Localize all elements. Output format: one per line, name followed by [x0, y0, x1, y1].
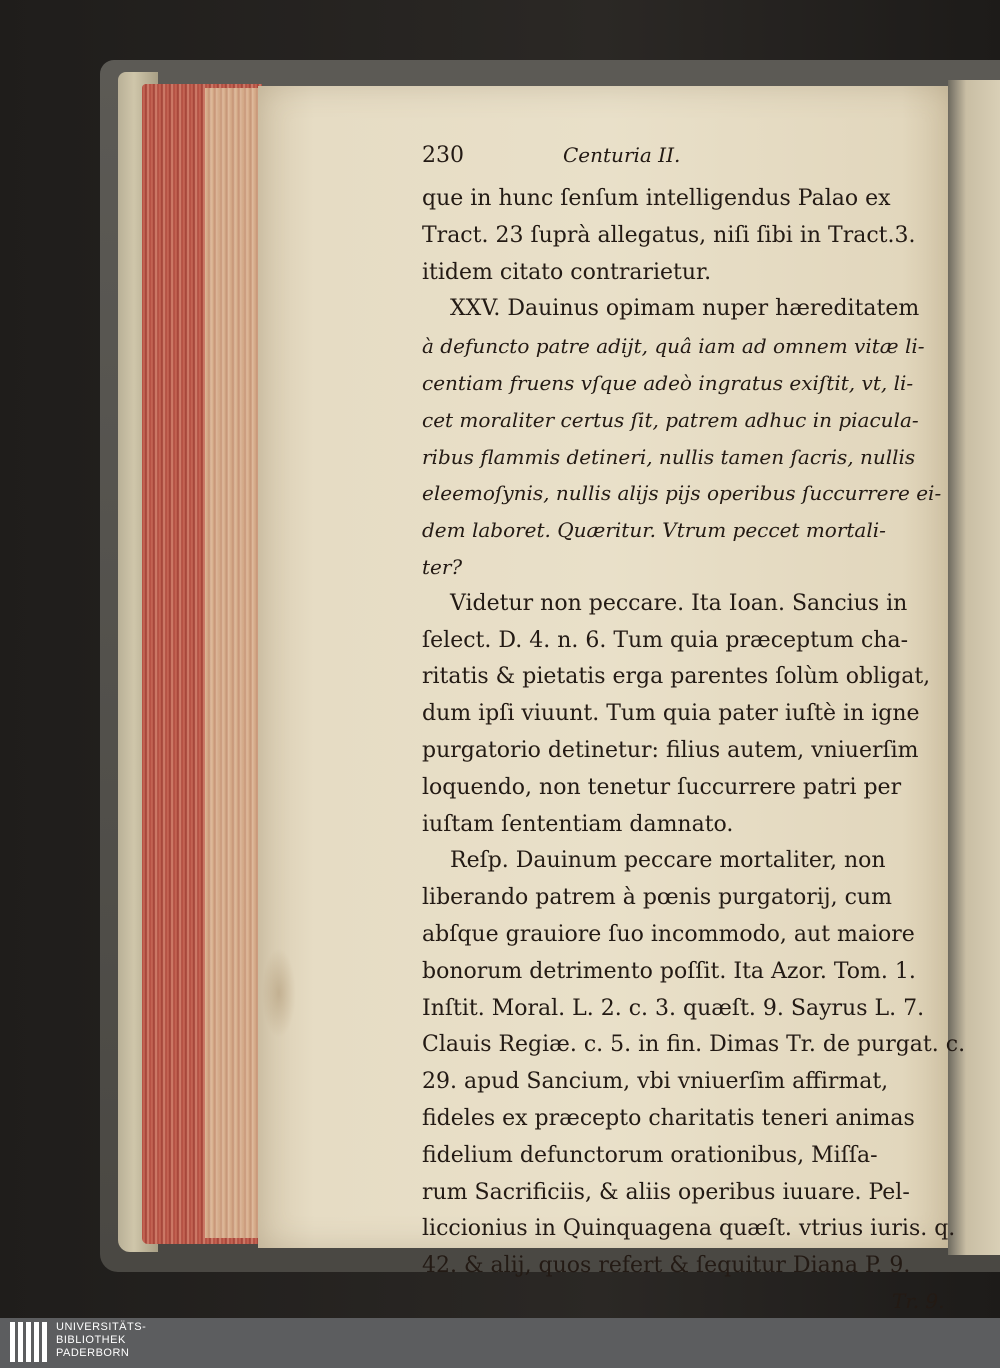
text-line: 42. & alij, quos refert & ſequitur Diana P. 9. — [422, 1253, 911, 1279]
text-line: liberando patrem à pœnis purgatorij, cum — [422, 885, 892, 911]
text-line: XXV. Dauinus opimam nuper hæreditatem — [450, 296, 920, 322]
text-line: loquendo, non tenetur ſuccurrere patri per — [422, 774, 902, 800]
facing-page-gutter — [948, 80, 1000, 1255]
text-line: dum ipſi viuunt. Tum quia pater iuſtè in igne — [422, 701, 920, 727]
text-line: 29. apud Sancium, vbi vniuerſim affirmat, — [422, 1069, 889, 1095]
text-line: que in hunc ſenſum intelligendus Palao ex — [422, 186, 891, 211]
text-line: ſelect. D. 4. n. 6. Tum quia præceptum cha- — [422, 627, 909, 653]
text-line: ritatis & pietatis erga parentes ſolùm obligat, — [422, 664, 931, 690]
page-stain — [262, 948, 296, 1038]
text-line: rum Sacrificiis, & aliis operibus iuuare. Pel- — [422, 1179, 910, 1205]
text-line: Clauis Regiæ. c. 5. in fin. Dimas Tr. de purgat. c. — [422, 1032, 966, 1058]
running-title: Centuria II. — [563, 143, 681, 167]
page-header — [422, 140, 680, 171]
text-line: à defuncto patre adijt, quâ iam ad omnem vitæ li- — [422, 334, 925, 359]
text-line: abſque grauiore ſuo incommodo, aut maiore — [422, 922, 915, 947]
library-logo-text: UNIVERSITÄTS- BIBLIOTHEK PADERBORN — [56, 1321, 147, 1359]
page-number: 230 — [422, 143, 464, 168]
text-line: Reſp. Dauinum peccare mortaliter, non — [450, 848, 886, 874]
page-block-edges — [205, 88, 263, 1238]
text-line: fidelium defunctorum orationibus, Miſſa- — [422, 1142, 878, 1168]
text-line: liccionius in Quinquagena quæſt. vtrius iuris. q. — [422, 1216, 956, 1242]
text-line: iuſtam ſententiam damnato. — [422, 811, 734, 837]
text-line: ter? — [422, 555, 463, 579]
text-line: Videtur non peccare. Ita Ioan. Sancius in — [450, 590, 908, 616]
text-line: Inſtit. Moral. L. 2. c. 3. quæſt. 9. Sayrus L. 7. — [422, 995, 925, 1021]
text-line: Tract. 23 ſuprà allegatus, niſi ſibi in Tract.3. — [422, 222, 916, 248]
text-line: eleemoſynis, nullis alijs pijs operibus ſuccurrere ei- — [422, 481, 942, 506]
text-line: centiam fruens vſque adeò ingratus exiſtit, vt, li- — [422, 371, 914, 395]
text-line: bonorum detrimento poſſit. Ita Azor. Tom. 1. — [422, 958, 916, 984]
text-line: cet moraliter certus ſit, patrem adhuc in piacula- — [422, 407, 919, 432]
library-logo-icon — [10, 1322, 50, 1362]
text-line: purgatorio detinetur: filius autem, vniuerſim — [422, 738, 919, 763]
catchword: Tr. 9. — [892, 1289, 945, 1313]
text-line: ribus flammis detineri, nullis tamen ſacris, nullis — [422, 444, 916, 469]
text-line: dem laboret. Quæritur. Vtrum peccet mortali- — [422, 518, 886, 543]
text-line: fideles ex præcepto charitatis teneri animas — [422, 1106, 915, 1131]
library-footer — [0, 1318, 1000, 1368]
text-line: itidem citato contrarietur. — [422, 259, 712, 285]
